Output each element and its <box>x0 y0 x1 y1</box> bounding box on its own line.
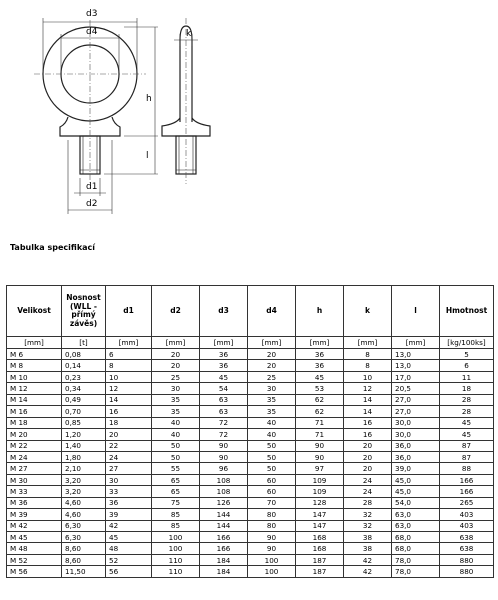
table-cell: 30 <box>152 383 200 394</box>
table-cell: 53 <box>296 383 344 394</box>
table-cell: 109 <box>296 486 344 497</box>
table-cell: 65 <box>152 486 200 497</box>
table-cell: 35 <box>248 406 296 417</box>
table-cell: 45 <box>440 429 494 440</box>
table-cell: 108 <box>200 486 248 497</box>
table-cell: 42 <box>106 520 152 531</box>
table-row <box>7 394 494 405</box>
table-cell: M 18 <box>7 417 62 428</box>
table-row <box>7 349 494 360</box>
table-cell: 38 <box>344 532 392 543</box>
table-cell: 63 <box>200 394 248 405</box>
table-cell: M 6 <box>7 349 62 360</box>
table-cell: 65 <box>152 474 200 485</box>
table-row <box>7 566 494 577</box>
table-cell: 187 <box>296 566 344 577</box>
table-cell: 36 <box>106 497 152 508</box>
table-cell: 880 <box>440 554 494 565</box>
table-cell: M 14 <box>7 394 62 405</box>
table-cell: 4,60 <box>62 497 106 508</box>
table-cell: 72 <box>200 417 248 428</box>
table-cell: 71 <box>296 417 344 428</box>
dim-h: h <box>146 94 152 104</box>
table-cell: 880 <box>440 566 494 577</box>
eye-bolt-drawing <box>0 0 260 220</box>
table-cell: 30 <box>248 383 296 394</box>
table-cell: 60 <box>248 486 296 497</box>
column-header: d1 <box>106 286 152 337</box>
table-cell: 24 <box>106 451 152 462</box>
table-cell: 90 <box>200 440 248 451</box>
table-cell: 36,0 <box>392 451 440 462</box>
table-cell: 166 <box>440 474 494 485</box>
table-cell: 110 <box>152 566 200 577</box>
unit-cell: [mm] <box>296 337 344 349</box>
table-cell: 25 <box>152 371 200 382</box>
dim-d1: d1 <box>86 182 98 192</box>
table-cell: 2,10 <box>62 463 106 474</box>
table-cell: 6 <box>106 349 152 360</box>
table-cell: 109 <box>296 474 344 485</box>
table-cell: 16 <box>344 429 392 440</box>
table-cell: 40 <box>152 429 200 440</box>
table-cell: 6,30 <box>62 532 106 543</box>
table-cell: 33 <box>106 486 152 497</box>
table-cell: 45 <box>296 371 344 382</box>
table-cell: 1,40 <box>62 440 106 451</box>
table-cell: 36 <box>296 349 344 360</box>
table-cell: 8,60 <box>62 543 106 554</box>
table-cell: 20,5 <box>392 383 440 394</box>
table-cell: 62 <box>296 394 344 405</box>
table-cell: 12 <box>106 383 152 394</box>
table-cell: 36 <box>296 360 344 371</box>
table-cell: 45 <box>440 417 494 428</box>
unit-cell: [mm] <box>248 337 296 349</box>
table-cell: 8,60 <box>62 554 106 565</box>
table-cell: 4,60 <box>62 509 106 520</box>
table-cell: 45 <box>200 371 248 382</box>
table-cell: 50 <box>248 440 296 451</box>
table-cell: 62 <box>296 406 344 417</box>
table-cell: 90 <box>248 543 296 554</box>
table-cell: 85 <box>152 509 200 520</box>
table-cell: 56 <box>106 566 152 577</box>
table-cell: 32 <box>344 509 392 520</box>
table-row <box>7 532 494 543</box>
table-row <box>7 520 494 531</box>
table-cell: 16 <box>106 406 152 417</box>
table-row <box>7 474 494 485</box>
unit-cell: [mm] <box>200 337 248 349</box>
table-cell: 75 <box>152 497 200 508</box>
unit-cell: [mm] <box>106 337 152 349</box>
unit-cell: [mm] <box>152 337 200 349</box>
table-cell: 144 <box>200 520 248 531</box>
table-cell: 80 <box>248 520 296 531</box>
table-cell: 27,0 <box>392 394 440 405</box>
table-cell: 50 <box>152 440 200 451</box>
table-cell: 10 <box>344 371 392 382</box>
table-cell: 40 <box>152 417 200 428</box>
table-cell: 3,20 <box>62 486 106 497</box>
table-cell: 403 <box>440 520 494 531</box>
table-cell: 87 <box>440 440 494 451</box>
table-cell: M 16 <box>7 406 62 417</box>
table-cell: M 56 <box>7 566 62 577</box>
table-cell: 70 <box>248 497 296 508</box>
table-cell: 22 <box>106 440 152 451</box>
dim-d2: d2 <box>86 199 98 209</box>
column-header: d2 <box>152 286 200 337</box>
table-cell: 11 <box>440 371 494 382</box>
table-cell: 71 <box>296 429 344 440</box>
table-cell: 45,0 <box>392 486 440 497</box>
table-cell: 16 <box>344 417 392 428</box>
table-row <box>7 543 494 554</box>
table-cell: M 30 <box>7 474 62 485</box>
table-row <box>7 451 494 462</box>
table-cell: 50 <box>152 451 200 462</box>
column-header: l <box>392 286 440 337</box>
dim-d4: d4 <box>86 27 98 37</box>
table-cell: 168 <box>296 532 344 543</box>
table-cell: M 10 <box>7 371 62 382</box>
table-cell: 184 <box>200 554 248 565</box>
table-cell: 27,0 <box>392 406 440 417</box>
table-cell: 30 <box>106 474 152 485</box>
table-cell: 20 <box>248 349 296 360</box>
table-cell: 8 <box>106 360 152 371</box>
column-header: Hmotnost <box>440 286 494 337</box>
table-cell: 6,30 <box>62 520 106 531</box>
table-cell: 166 <box>200 543 248 554</box>
table-cell: 50 <box>248 451 296 462</box>
table-cell: M 27 <box>7 463 62 474</box>
table-cell: 63 <box>200 406 248 417</box>
table-cell: 403 <box>440 509 494 520</box>
table-cell: 28 <box>344 497 392 508</box>
table-row <box>7 509 494 520</box>
table-cell: 68,0 <box>392 543 440 554</box>
table-cell: 0,23 <box>62 371 106 382</box>
table-cell: 8 <box>344 349 392 360</box>
table-cell: 10 <box>106 371 152 382</box>
table-cell: 20 <box>152 360 200 371</box>
table-cell: 187 <box>296 554 344 565</box>
table-cell: 80 <box>248 509 296 520</box>
table-row <box>7 497 494 508</box>
table-cell: 18 <box>440 383 494 394</box>
table-row <box>7 554 494 565</box>
unit-cell: [mm] <box>392 337 440 349</box>
table-cell: 100 <box>152 543 200 554</box>
table-cell: 72 <box>200 429 248 440</box>
table-cell: 18 <box>106 417 152 428</box>
table-cell: 55 <box>152 463 200 474</box>
table-cell: 90 <box>248 532 296 543</box>
table-cell: 12 <box>344 383 392 394</box>
table-cell: 20 <box>344 451 392 462</box>
column-header: k <box>344 286 392 337</box>
table-cell: 24 <box>344 474 392 485</box>
table-cell: 13,0 <box>392 360 440 371</box>
table-cell: 40 <box>248 417 296 428</box>
table-cell: 0,70 <box>62 406 106 417</box>
table-cell: 54,0 <box>392 497 440 508</box>
table-cell: M 33 <box>7 486 62 497</box>
table-cell: 1,80 <box>62 451 106 462</box>
table-cell: 14 <box>344 394 392 405</box>
table-row <box>7 371 494 382</box>
table-cell: M 39 <box>7 509 62 520</box>
table-cell: 20 <box>152 349 200 360</box>
table-cell: 5 <box>440 349 494 360</box>
header-row <box>7 286 494 337</box>
table-cell: 100 <box>248 566 296 577</box>
column-header: d4 <box>248 286 296 337</box>
table-cell: M 24 <box>7 451 62 462</box>
table-cell: 90 <box>296 451 344 462</box>
table-cell: 24 <box>344 486 392 497</box>
table-cell: M 8 <box>7 360 62 371</box>
table-cell: 88 <box>440 463 494 474</box>
table-cell: 147 <box>296 520 344 531</box>
table-cell: 110 <box>152 554 200 565</box>
units-row <box>7 337 494 349</box>
table-cell: 8 <box>344 360 392 371</box>
specification-table <box>6 285 494 578</box>
column-header: Velikost <box>7 286 62 337</box>
table-cell: 168 <box>296 543 344 554</box>
table-cell: 0,14 <box>62 360 106 371</box>
dim-l: l <box>146 151 149 161</box>
table-cell: 0,08 <box>62 349 106 360</box>
table-cell: 638 <box>440 543 494 554</box>
table-cell: M 48 <box>7 543 62 554</box>
table-cell: 166 <box>200 532 248 543</box>
table-cell: 11,50 <box>62 566 106 577</box>
table-row <box>7 417 494 428</box>
unit-cell: [kg/100ks] <box>440 337 494 349</box>
table-cell: 20 <box>344 440 392 451</box>
table-cell: 30,0 <box>392 429 440 440</box>
table-cell: 265 <box>440 497 494 508</box>
table-cell: 0,85 <box>62 417 106 428</box>
table-cell: M 42 <box>7 520 62 531</box>
table-cell: 3,20 <box>62 474 106 485</box>
table-cell: 45,0 <box>392 474 440 485</box>
table-cell: 63,0 <box>392 509 440 520</box>
table-row <box>7 440 494 451</box>
unit-cell: [t] <box>62 337 106 349</box>
table-cell: 30,0 <box>392 417 440 428</box>
table-cell: 42 <box>344 554 392 565</box>
table-cell: 97 <box>296 463 344 474</box>
table-cell: 128 <box>296 497 344 508</box>
table-cell: 100 <box>248 554 296 565</box>
table-cell: 147 <box>296 509 344 520</box>
table-cell: 25 <box>248 371 296 382</box>
table-cell: 87 <box>440 451 494 462</box>
table-cell: 6 <box>440 360 494 371</box>
unit-cell: [mm] <box>7 337 62 349</box>
table-row <box>7 486 494 497</box>
table-row <box>7 406 494 417</box>
table-cell: 144 <box>200 509 248 520</box>
table-cell: 184 <box>200 566 248 577</box>
table-cell: 52 <box>106 554 152 565</box>
table-cell: 36,0 <box>392 440 440 451</box>
column-header: h <box>296 286 344 337</box>
table-cell: 14 <box>344 406 392 417</box>
table-cell: 39 <box>106 509 152 520</box>
table-cell: M 45 <box>7 532 62 543</box>
table-cell: 35 <box>152 394 200 405</box>
table-cell: 90 <box>296 440 344 451</box>
table-cell: M 12 <box>7 383 62 394</box>
table-cell: 78,0 <box>392 566 440 577</box>
column-header: Nosnost (WLL - přímý závěs) <box>62 286 106 337</box>
table-cell: 28 <box>440 406 494 417</box>
table-cell: 100 <box>152 532 200 543</box>
table-row <box>7 429 494 440</box>
table-cell: 48 <box>106 543 152 554</box>
table-cell: 126 <box>200 497 248 508</box>
table-cell: 28 <box>440 394 494 405</box>
table-cell: 20 <box>344 463 392 474</box>
table-cell: 63,0 <box>392 520 440 531</box>
table-cell: 85 <box>152 520 200 531</box>
table-cell: M 52 <box>7 554 62 565</box>
table-cell: 45 <box>106 532 152 543</box>
table-cell: 68,0 <box>392 532 440 543</box>
table-cell: 60 <box>248 474 296 485</box>
table-cell: 27 <box>106 463 152 474</box>
table-cell: 54 <box>200 383 248 394</box>
table-row <box>7 463 494 474</box>
table-cell: 1,20 <box>62 429 106 440</box>
table-cell: 13,0 <box>392 349 440 360</box>
table-body <box>7 349 494 578</box>
table-cell: M 20 <box>7 429 62 440</box>
table-cell: 50 <box>248 463 296 474</box>
table-cell: 108 <box>200 474 248 485</box>
table-cell: 35 <box>248 394 296 405</box>
table-cell: 39,0 <box>392 463 440 474</box>
table-cell: 0,49 <box>62 394 106 405</box>
table-cell: 78,0 <box>392 554 440 565</box>
table-cell: 20 <box>106 429 152 440</box>
table-cell: 638 <box>440 532 494 543</box>
table-cell: 32 <box>344 520 392 531</box>
table-cell: 38 <box>344 543 392 554</box>
table-cell: 17,0 <box>392 371 440 382</box>
table-cell: 14 <box>106 394 152 405</box>
table-cell: 36 <box>200 360 248 371</box>
table-cell: 166 <box>440 486 494 497</box>
table-cell: 42 <box>344 566 392 577</box>
table-cell: 40 <box>248 429 296 440</box>
column-header: d3 <box>200 286 248 337</box>
dim-d3: d3 <box>86 9 98 19</box>
table-cell: 0,34 <box>62 383 106 394</box>
section-title: Tabulka specifikací <box>10 243 96 252</box>
table-cell: 35 <box>152 406 200 417</box>
table-cell: M 22 <box>7 440 62 451</box>
table-cell: 90 <box>200 451 248 462</box>
table-cell: M 36 <box>7 497 62 508</box>
table-cell: 36 <box>200 349 248 360</box>
table-cell: 96 <box>200 463 248 474</box>
table-row <box>7 360 494 371</box>
dim-k: k <box>186 29 192 39</box>
unit-cell: [mm] <box>344 337 392 349</box>
table-row <box>7 383 494 394</box>
table-cell: 20 <box>248 360 296 371</box>
